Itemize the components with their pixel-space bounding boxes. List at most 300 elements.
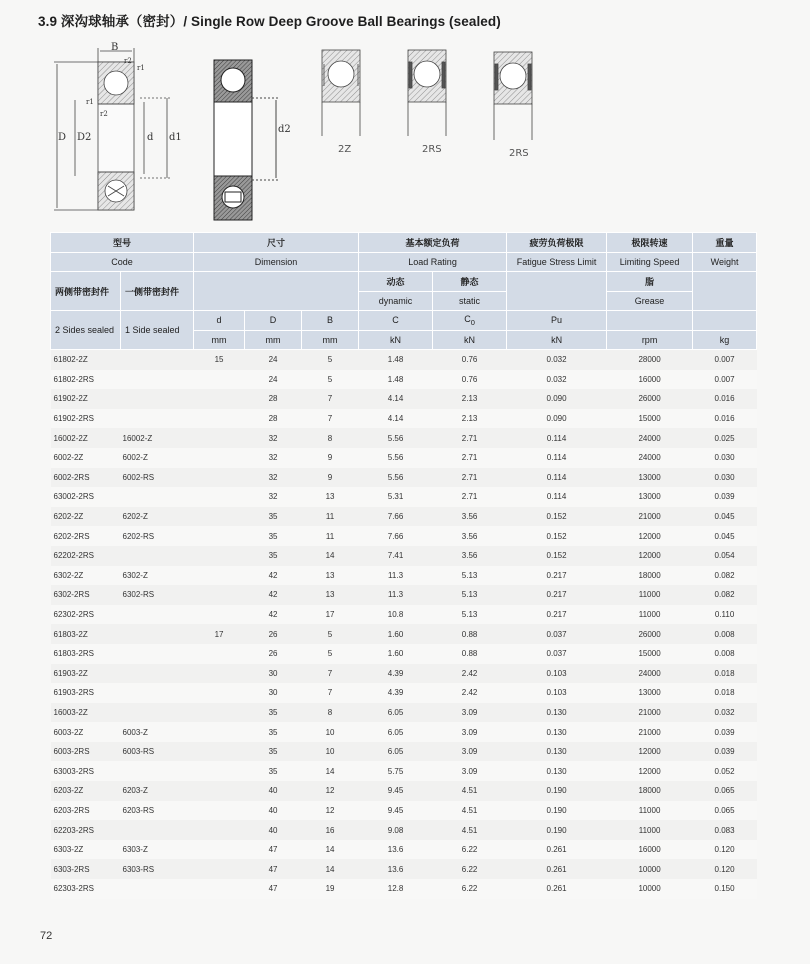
cell-speed: 12000 [607,761,693,781]
dim-label-r2: r2 [124,57,132,65]
header-row-en [51,252,757,272]
cell-b: 7 [302,664,359,684]
cell-c: 1.60 [359,624,433,644]
cell-speed: 13000 [607,487,693,507]
cell-b: 13 [302,487,359,507]
cell-c0: 4.51 [433,801,507,821]
cell-weight: 0.008 [693,624,757,644]
cell-code-1side: 6303-RS [121,859,194,879]
cell-big-d: 47 [245,879,302,899]
table-row [51,781,757,801]
cell-big-d: 26 [245,644,302,664]
unit-big-d: mm [245,330,302,350]
dimension-drawing [54,48,170,210]
header-one-side: 1 Side sealed [121,311,194,350]
cell-speed: 28000 [607,350,693,370]
cell-d [194,487,245,507]
cell-big-d: 28 [245,389,302,409]
cell-weight: 0.039 [693,722,757,742]
cell-c: 1.60 [359,644,433,664]
cell-d [194,820,245,840]
header-big-d: D [245,311,302,331]
cell-weight: 0.032 [693,703,757,723]
header-c0 [433,311,507,331]
cell-b: 11 [302,526,359,546]
cell-code-1side: 6203-RS [121,801,194,821]
cell-c0: 3.09 [433,761,507,781]
cell-code-2sides: 63002-2RS [51,487,121,507]
cell-speed: 12000 [607,742,693,762]
cell-weight: 0.082 [693,566,757,586]
cell-code-1side: 6203-Z [121,781,194,801]
cell-c: 5.56 [359,468,433,488]
cell-c: 1.48 [359,350,433,370]
cell-b: 14 [302,840,359,860]
header-weight-blank-2 [693,311,757,331]
cell-big-d: 35 [245,546,302,566]
cell-c0: 2.71 [433,487,507,507]
cell-big-d: 32 [245,448,302,468]
table-row [51,664,757,684]
cell-pu: 0.114 [507,468,607,488]
cell-c0: 2.71 [433,448,507,468]
cell-code-2sides: 61902-2Z [51,389,121,409]
cell-d [194,468,245,488]
cell-d: 17 [194,624,245,644]
cell-d [194,879,245,899]
cell-d: 15 [194,350,245,370]
cell-code-1side [121,409,194,429]
cell-speed: 18000 [607,781,693,801]
cell-c0: 3.09 [433,742,507,762]
cell-code-1side [121,644,194,664]
cell-code-2sides: 6202-2RS [51,526,121,546]
cell-code-1side [121,350,194,370]
bearing-diagrams-svg [40,40,600,230]
cell-code-1side [121,664,194,684]
cell-c: 9.45 [359,781,433,801]
dim-label-bore: d [147,132,154,143]
cell-c: 7.66 [359,526,433,546]
header-two-sides: 2 Sides sealed [51,311,121,350]
table-row [51,487,757,507]
cell-c0: 5.13 [433,605,507,625]
cell-c0: 5.13 [433,585,507,605]
cell-b: 7 [302,683,359,703]
table-row [51,507,757,527]
table-row [51,468,757,488]
cell-c: 4.14 [359,409,433,429]
cell-b: 10 [302,742,359,762]
cell-c0: 6.22 [433,859,507,879]
cell-weight: 0.150 [693,879,757,899]
cell-pu: 0.130 [507,742,607,762]
cell-b: 5 [302,644,359,664]
table-row [51,879,757,899]
cell-big-d: 35 [245,722,302,742]
header-c0-main: C [464,313,471,324]
cell-code-2sides: 6002-2Z [51,448,121,468]
cell-d [194,566,245,586]
unit-pu: kN [507,330,607,350]
cell-weight: 0.052 [693,761,757,781]
header-dimension-cn: 尺寸 [194,233,359,253]
bearing-2rs-drawing-b [494,52,532,140]
cell-c0: 2.71 [433,428,507,448]
cell-speed: 16000 [607,840,693,860]
cell-big-d: 32 [245,428,302,448]
cell-b: 8 [302,703,359,723]
cell-c: 5.75 [359,761,433,781]
figure-label-2rs: 2RS [422,144,442,155]
cell-weight: 0.065 [693,781,757,801]
cell-b: 5 [302,350,359,370]
cell-b: 8 [302,428,359,448]
cell-code-1side [121,370,194,390]
cell-b: 5 [302,370,359,390]
header-row-3 [51,272,757,292]
cell-big-d: 24 [245,350,302,370]
cell-c: 4.14 [359,389,433,409]
bearing-2z-drawing [322,50,360,136]
cell-speed: 21000 [607,507,693,527]
cell-b: 14 [302,546,359,566]
cell-big-d: 26 [245,624,302,644]
cell-weight: 0.018 [693,683,757,703]
cell-d [194,742,245,762]
cell-d [194,507,245,527]
cell-b: 5 [302,624,359,644]
cell-d [194,448,245,468]
cell-b: 17 [302,605,359,625]
cell-weight: 0.018 [693,664,757,684]
cell-code-1side [121,605,194,625]
table-row [51,644,757,664]
header-weight-blank [693,272,757,311]
cell-b: 9 [302,468,359,488]
cell-c: 10.8 [359,605,433,625]
cell-speed: 11000 [607,605,693,625]
cell-pu: 0.130 [507,703,607,723]
cell-pu: 0.261 [507,859,607,879]
cell-big-d: 28 [245,409,302,429]
cell-d [194,585,245,605]
cell-pu: 0.152 [507,526,607,546]
cell-weight: 0.016 [693,409,757,429]
cell-code-2sides: 6203-2Z [51,781,121,801]
table-row [51,350,757,370]
cell-c0: 2.42 [433,664,507,684]
bearing-spec-table [50,232,757,899]
cell-b: 16 [302,820,359,840]
cell-big-d: 35 [245,526,302,546]
cell-d [194,526,245,546]
dim-label-r2-inner: r2 [100,110,108,118]
cell-code-1side: 6003-RS [121,742,194,762]
cell-code-1side [121,879,194,899]
cell-c0: 4.51 [433,820,507,840]
cell-code-2sides: 61803-2RS [51,644,121,664]
cell-speed: 26000 [607,624,693,644]
cell-code-2sides: 62302-2RS [51,605,121,625]
cell-pu: 0.037 [507,644,607,664]
cell-weight: 0.030 [693,468,757,488]
unit-kg: kg [693,330,757,350]
cell-code-2sides: 61803-2Z [51,624,121,644]
header-two-sides-cn: 两侧带密封件 [51,272,121,311]
table-row [51,840,757,860]
cell-code-2sides: 6003-2Z [51,722,121,742]
cell-speed: 11000 [607,820,693,840]
header-pu: Pu [507,311,607,331]
table-row [51,409,757,429]
cell-d [194,409,245,429]
cell-b: 9 [302,448,359,468]
cell-pu: 0.217 [507,585,607,605]
cell-code-1side [121,546,194,566]
cell-c: 7.66 [359,507,433,527]
table-row [51,859,757,879]
cell-code-1side [121,624,194,644]
cell-big-d: 40 [245,801,302,821]
cell-c: 5.56 [359,428,433,448]
cell-speed: 24000 [607,428,693,448]
cell-pu: 0.114 [507,428,607,448]
dim-label-r1-inner: r1 [86,98,94,106]
header-dynamic: dynamic [359,291,433,311]
table-row [51,566,757,586]
cell-c: 7.41 [359,546,433,566]
cell-code-2sides: 61802-2RS [51,370,121,390]
table-row [51,605,757,625]
header-row-5 [51,311,757,331]
cell-b: 13 [302,585,359,605]
cell-speed: 11000 [607,585,693,605]
header-b: B [302,311,359,331]
cell-code-1side [121,389,194,409]
cell-big-d: 40 [245,820,302,840]
cell-code-2sides: 16003-2Z [51,703,121,723]
cell-b: 11 [302,507,359,527]
header-dim-blank [194,272,359,311]
cell-d [194,840,245,860]
cell-c: 9.08 [359,820,433,840]
header-static-cn: 静态 [433,272,507,292]
cell-c: 4.39 [359,683,433,703]
cell-c0: 3.56 [433,507,507,527]
cell-d [194,644,245,664]
cell-weight: 0.030 [693,448,757,468]
table-row [51,801,757,821]
table-row [51,370,757,390]
cell-big-d: 42 [245,605,302,625]
cell-c: 6.05 [359,742,433,762]
cell-d [194,781,245,801]
cell-code-2sides: 6203-2RS [51,801,121,821]
cell-speed: 13000 [607,468,693,488]
table-row [51,820,757,840]
table-row [51,448,757,468]
dim-label-b: B [111,42,119,53]
header-c0-sub: 0 [470,317,475,327]
cell-c0: 0.88 [433,624,507,644]
cell-weight: 0.120 [693,859,757,879]
cell-c: 6.05 [359,703,433,723]
cell-d [194,389,245,409]
header-speed: Limiting Speed [607,252,693,272]
cell-weight: 0.065 [693,801,757,821]
cell-code-2sides: 62202-2RS [51,546,121,566]
cell-big-d: 47 [245,859,302,879]
table-row [51,703,757,723]
cell-pu: 0.152 [507,546,607,566]
figure-label-2z: 2Z [338,144,352,155]
cell-c0: 3.56 [433,546,507,566]
cell-code-2sides: 6002-2RS [51,468,121,488]
cell-b: 19 [302,879,359,899]
cell-weight: 0.007 [693,350,757,370]
header-fatigue: Fatigue Stress Limit [507,252,607,272]
cell-code-2sides: 62303-2RS [51,879,121,899]
cell-c: 11.3 [359,566,433,586]
cell-weight: 0.016 [693,389,757,409]
cell-c: 9.45 [359,801,433,821]
cell-code-2sides: 6003-2RS [51,742,121,762]
page-title: 3.9 深沟球轴承（密封）/ Single Row Deep Groove Ball Bearings (sealed) [38,14,501,29]
cell-c0: 0.76 [433,370,507,390]
cell-c: 5.56 [359,448,433,468]
cell-code-2sides: 6303-2Z [51,840,121,860]
cell-b: 10 [302,722,359,742]
cell-c: 4.39 [359,664,433,684]
cell-b: 12 [302,781,359,801]
cell-d [194,664,245,684]
header-one-side-cn: 一侧带密封件 [121,272,194,311]
header-row-cn [51,233,757,253]
cell-code-1side [121,703,194,723]
cell-speed: 13000 [607,683,693,703]
header-dynamic-cn: 动态 [359,272,433,292]
cell-b: 14 [302,761,359,781]
cell-pu: 0.103 [507,683,607,703]
cell-d [194,370,245,390]
table-row [51,761,757,781]
cell-code-1side: 6003-Z [121,722,194,742]
dim-label-d2: d2 [278,124,291,135]
cell-pu: 0.114 [507,487,607,507]
table-row [51,546,757,566]
table-row [51,742,757,762]
cell-c0: 0.76 [433,350,507,370]
header-grease: Grease [607,291,693,311]
cell-weight: 0.007 [693,370,757,390]
cell-speed: 18000 [607,566,693,586]
cell-d [194,683,245,703]
cell-code-1side: 6302-Z [121,566,194,586]
table-row [51,585,757,605]
header-model-cn: 型号 [51,233,194,253]
cell-code-2sides: 61902-2RS [51,409,121,429]
cell-big-d: 24 [245,370,302,390]
cell-pu: 0.152 [507,507,607,527]
cell-code-1side: 6002-RS [121,468,194,488]
header-code: Code [51,252,194,272]
cell-d [194,703,245,723]
cell-big-d: 32 [245,487,302,507]
dim-label-d2-outer: D2 [77,132,92,143]
cell-c: 5.31 [359,487,433,507]
cell-big-d: 35 [245,703,302,723]
cell-big-d: 40 [245,781,302,801]
dim-label-outer-diameter: D [58,132,67,143]
cell-big-d: 32 [245,468,302,488]
cell-c0: 3.09 [433,703,507,723]
unit-rpm: rpm [607,330,693,350]
cell-big-d: 42 [245,566,302,586]
dim-label-r1: r1 [137,64,145,72]
cell-code-2sides: 16002-2Z [51,428,121,448]
cell-big-d: 30 [245,664,302,684]
cell-code-2sides: 6302-2RS [51,585,121,605]
cell-big-d: 30 [245,683,302,703]
header-weight-cn: 重量 [693,233,757,253]
header-load-rating: Load Rating [359,252,507,272]
cell-pu: 0.032 [507,370,607,390]
cell-pu: 0.261 [507,840,607,860]
cell-c: 6.05 [359,722,433,742]
page-number: 72 [40,930,53,942]
cell-weight: 0.008 [693,644,757,664]
cell-weight: 0.039 [693,487,757,507]
cell-d [194,801,245,821]
cell-code-1side: 6302-RS [121,585,194,605]
cell-c0: 0.88 [433,644,507,664]
cell-code-2sides: 63003-2RS [51,761,121,781]
cell-b: 13 [302,566,359,586]
cell-code-1side [121,683,194,703]
cell-speed: 26000 [607,389,693,409]
unit-c: kN [359,330,433,350]
cell-pu: 0.032 [507,350,607,370]
cell-big-d: 35 [245,742,302,762]
cell-speed: 11000 [607,801,693,821]
cell-code-2sides: 61802-2Z [51,350,121,370]
cell-b: 12 [302,801,359,821]
cell-code-2sides: 61903-2Z [51,664,121,684]
cell-pu: 0.190 [507,781,607,801]
cell-c: 12.8 [359,879,433,899]
cell-c0: 2.42 [433,683,507,703]
cell-weight: 0.120 [693,840,757,860]
cell-code-1side: 16002-Z [121,428,194,448]
header-speed-blank [607,311,693,331]
header-c: C [359,311,433,331]
header-fatigue-blank [507,272,607,311]
cell-code-2sides: 6202-2Z [51,507,121,527]
cell-pu: 0.217 [507,605,607,625]
cell-d [194,722,245,742]
cell-speed: 15000 [607,409,693,429]
cell-c0: 6.22 [433,840,507,860]
table-row [51,389,757,409]
cell-pu: 0.190 [507,820,607,840]
cell-c0: 6.22 [433,879,507,899]
cell-speed: 12000 [607,526,693,546]
cell-code-1side [121,820,194,840]
cell-big-d: 35 [245,507,302,527]
cell-code-1side: 6303-Z [121,840,194,860]
header-weight: Weight [693,252,757,272]
